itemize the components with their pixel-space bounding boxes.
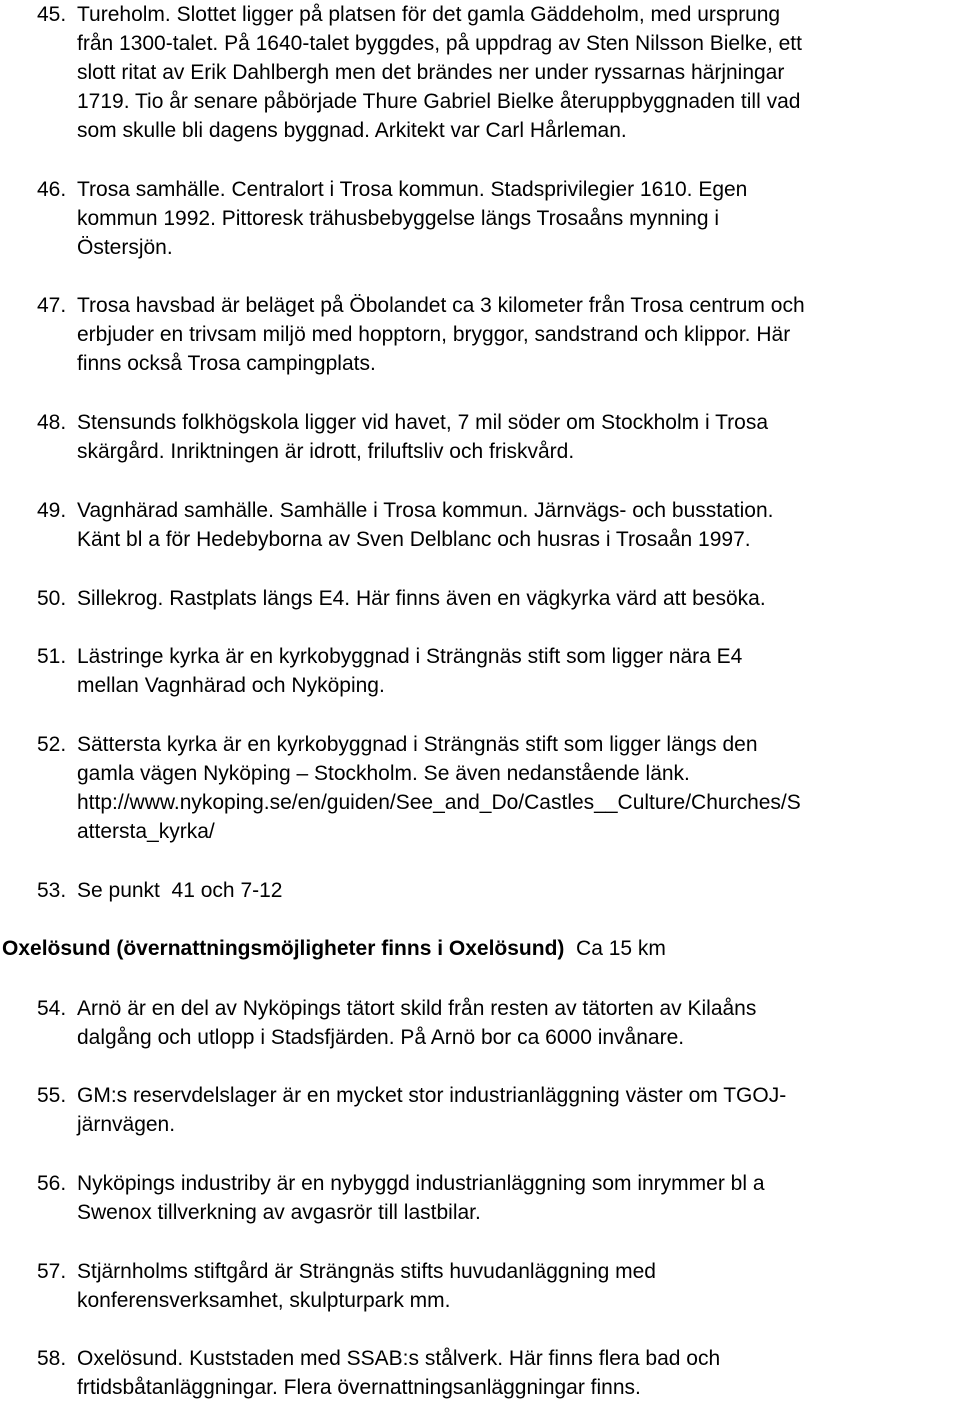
item-number: 46. [37,178,67,201]
text-line: frtidsbåtanläggningar. Flera övernattningsanläggningar finns. [77,1376,641,1399]
text-line: Stjärnholms stiftgård är Strängnäs stifts huvudanläggning med [77,1260,656,1283]
text-line: Östersjön. [77,236,173,259]
item-number: 57. [37,1260,67,1283]
list-item-49 [37,496,960,554]
list-item-56 [37,1169,960,1227]
item-text [77,876,960,905]
text-line: dalgång och utlopp i Stadsfjärden. På Arnö bor ca 6000 invånare. [77,1026,685,1049]
text-line: GM:s reservdelslager är en mycket stor industrianläggning väster om TGOJ- [77,1084,787,1107]
text-line: erbjuder en trivsam miljö med hopptorn, bryggor, sandstrand och klippor. Här [77,323,791,346]
item-number: 53. [37,879,67,902]
item-text [77,730,960,846]
item-number: 58. [37,1347,67,1370]
item-number: 47. [37,294,67,317]
text-line: Stensunds folkhögskola ligger vid havet, 7 mil söder om Stockholm i Trosa [77,411,769,434]
link-text: http://www.nykoping.se/en/guiden/See_and_Do/Castles__Culture/Churches/S [77,791,801,814]
text-line: konferensverksamhet, skulpturpark mm. [77,1289,451,1312]
list-item-48 [37,408,960,466]
text-line: från 1300-talet. På 1640-talet byggdes, på uppdrag av Sten Nilsson Bielke, ett [77,32,802,55]
text-line: 1719. Tio år senare påbörjade Thure Gabriel Bielke återuppbyggnaden till vad [77,90,801,113]
item-number: 52. [37,733,67,756]
list-item-51 [37,642,960,700]
link-text: attersta_kyrka/ [77,820,215,843]
text-line: Vagnhärad samhälle. Samhälle i Trosa kommun. Järnvägs- och busstation. [77,499,774,522]
text-line: järnvägen. [77,1113,176,1136]
item-text [77,408,960,466]
item-number: 45. [37,3,67,26]
list-item-46 [37,175,960,262]
list-item-50 [37,584,960,613]
item-text [77,496,960,554]
list-item-45 [37,0,960,145]
item-text [77,1081,960,1139]
text-line: som skulle bli dagens byggnad. Arkitekt var Carl Hårleman. [77,119,627,142]
text-line: Oxelösund. Kuststaden med SSAB:s stålverk. Här finns flera bad och [77,1347,721,1370]
section-heading-distance: Ca 15 km [564,937,666,960]
item-text [77,291,960,378]
text-line: Lästringe kyrka är en kyrkobyggnad i Strängnäs stift som ligger nära E4 [77,645,743,668]
text-line: Sillekrog. Rastplats längs E4. Här finns även en vägkyrka värd att besöka. [77,587,766,610]
list-item-54 [37,994,960,1052]
item-text [77,0,960,145]
text-line: kommun 1992. Pittoresk trähusbebyggelse längs Trosaåns mynning i [77,207,720,230]
item-number: 54. [37,997,67,1020]
list-item-57 [37,1257,960,1315]
item-text [77,584,960,613]
item-text [77,175,960,262]
text-line: Se punkt 41 och 7-12 [77,879,283,902]
item-text [77,1344,960,1402]
text-line: finns också Trosa campingplats. [77,352,376,375]
item-number: 48. [37,411,67,434]
section-heading-title: Oxelösund (övernattningsmöjligheter finns i Oxelösund) [2,937,565,960]
text-line: mellan Vagnhärad och Nyköping. [77,674,385,697]
text-line: skärgård. Inriktningen är idrott, friluftsliv och friskvård. [77,440,575,463]
item-text [77,642,960,700]
item-number: 49. [37,499,67,522]
text-line: Sättersta kyrka är en kyrkobyggnad i Strängnäs stift som ligger längs den [77,733,758,756]
item-text [77,994,960,1052]
text-line: Trosa havsbad är beläget på Öbolandet ca 3 kilometer från Trosa centrum och [77,294,805,317]
text-line: Nyköpings industriby är en nybyggd industrianläggning som inrymmer bl a [77,1172,765,1195]
list-item-55 [37,1081,960,1139]
list-item-58 [37,1344,960,1402]
text-line: gamla vägen Nyköping – Stockholm. Se även nedanstående länk. [77,762,690,785]
item-number: 50. [37,587,67,610]
section-heading [2,934,666,963]
text-line: slott ritat av Erik Dahlbergh men det brändes ner under ryssarnas härjningar [77,61,785,84]
item-text [77,1257,960,1315]
list-item-47 [37,291,960,378]
item-text [77,1169,960,1227]
list-item-52 [37,730,960,846]
item-number: 56. [37,1172,67,1195]
item-number: 51. [37,645,67,668]
item-number: 55. [37,1084,67,1107]
text-line: Arnö är en del av Nyköpings tätort skild från resten av tätorten av Kilaåns [77,997,757,1020]
text-line: Swenox tillverkning av avgasrör till lastbilar. [77,1201,481,1224]
text-line: Trosa samhälle. Centralort i Trosa kommun. Stadsprivilegier 1610. Egen [77,178,748,201]
text-line: Känt bl a för Hedebyborna av Sven Delblanc och husras i Trosaån 1997. [77,528,751,551]
text-line: Tureholm. Slottet ligger på platsen för det gamla Gäddeholm, med ursprung [77,3,781,26]
list-item-53 [37,876,960,905]
